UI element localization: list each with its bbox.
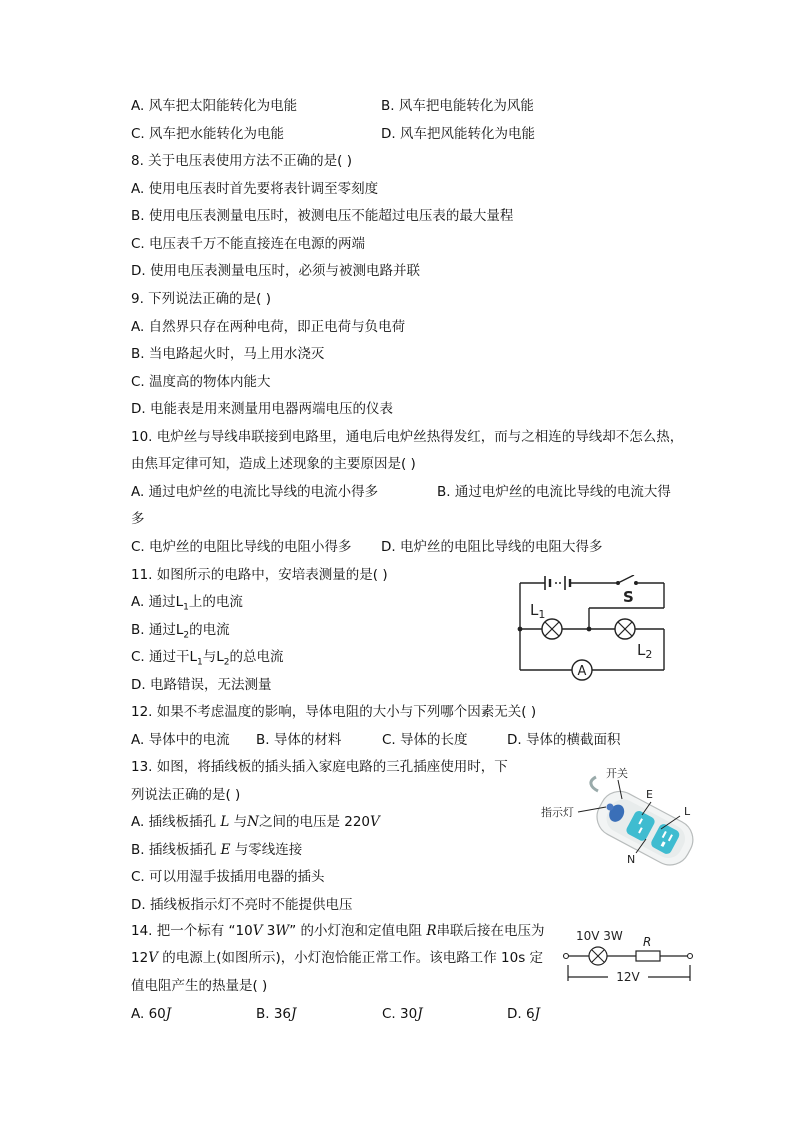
resistor bbox=[636, 951, 660, 961]
label-voltage: 12V bbox=[616, 970, 640, 984]
q12-option-b: B. 导体的材料 bbox=[256, 732, 342, 748]
lamp-l1 bbox=[542, 619, 562, 639]
label-l1: $L_1$ bbox=[530, 601, 546, 621]
q9-option-a: A. 自然界只存在两种电荷，即正电荷与负电荷 bbox=[131, 319, 406, 335]
label-n: N bbox=[627, 853, 636, 866]
q11-stem: 11. 如图所示的电路中，安培表测量的是( ) bbox=[131, 567, 388, 583]
ammeter bbox=[572, 660, 592, 680]
q13-option-b: B. 插线板插孔 E 与零线连接 bbox=[131, 842, 303, 858]
q10-option-a: A. 通过电炉丝的电流比导线的电流小得多 bbox=[131, 484, 379, 500]
q8-option-c: C. 电压表千万不能直接连在电源的两端 bbox=[131, 236, 366, 252]
q7-option-a: A. 风车把太阳能转化为电能 bbox=[131, 98, 298, 114]
q7-option-b: B. 风车把电能转化为风能 bbox=[381, 98, 534, 114]
q8-option-d: D. 使用电压表测量电压时，必须与被测电路并联 bbox=[131, 263, 420, 279]
q10-option-c: C. 电炉丝的电阻比导线的电阻小得多 bbox=[131, 539, 352, 555]
q9-option-d: D. 电能表是用来测量用电器两端电压的仪表 bbox=[131, 401, 393, 417]
label-s: S bbox=[623, 588, 634, 606]
indicator-light-icon bbox=[607, 804, 614, 811]
q13-option-c: C. 可以用湿手拔插用电器的插头 bbox=[131, 869, 325, 885]
q11-option-c: C. 通过干$L_1$与$L_2$的总电流 bbox=[131, 649, 284, 668]
q12-stem: 12. 如果不考虑温度的影响，导体电阻的大小与下列哪个因素无关( ) bbox=[131, 704, 537, 720]
q13-stem-line2: 列说法正确的是( ) bbox=[131, 787, 241, 803]
q7-option-d: D. 风车把风能转化为电能 bbox=[381, 126, 535, 142]
q10-stem-line2: 由焦耳定律可知，造成上述现象的主要原因是( ) bbox=[131, 456, 416, 472]
q10-option-d: D. 电炉丝的电阻比导线的电阻大得多 bbox=[381, 539, 603, 555]
q13-option-d: D. 插线板指示灯不亮时不能提供电压 bbox=[131, 897, 353, 913]
junction-dot bbox=[518, 627, 523, 632]
q11-option-b: B. 通过$L_2$的电流 bbox=[131, 622, 230, 641]
q14-stem-line1: 14. 把一个标有 “10V 3W” 的小灯泡和定值电阻 R串联后接在电压为 bbox=[131, 923, 545, 939]
q10-stem-line1: 10. 电炉丝与导线串联接到电路里，通电后电炉丝热得发红，而与之相连的导线却不怎么热， bbox=[131, 429, 684, 445]
label-lamp-rating: 10V 3W bbox=[576, 929, 623, 943]
q9-option-c: C. 温度高的物体内能大 bbox=[131, 374, 271, 390]
q11-option-a: A. 通过$L_1$上的电流 bbox=[131, 594, 243, 613]
junction-dot bbox=[587, 627, 592, 632]
q12-option-d: D. 导体的横截面积 bbox=[507, 732, 621, 748]
q10-option-b-wrap: 多 bbox=[131, 511, 145, 527]
q14-option-a: A. 60J bbox=[131, 1006, 172, 1022]
q14-option-c: C. 30J bbox=[382, 1006, 423, 1022]
q14-stem-line2: 12V 的电源上(如图所示)，小灯泡恰能正常工作。该电路工作 10s 定 bbox=[131, 950, 544, 966]
q9-stem: 9. 下列说法正确的是( ) bbox=[131, 291, 271, 307]
q10-option-b: B. 通过电炉丝的电流比导线的电流大得 bbox=[437, 484, 671, 500]
q14-stem-line3: 值电阻产生的热量是( ) bbox=[131, 978, 268, 994]
label-e: E bbox=[646, 788, 653, 801]
q8-option-a: A. 使用电压表时首先要将表针调至零刻度 bbox=[131, 181, 379, 197]
q7-option-c: C. 风车把水能转化为电能 bbox=[131, 126, 285, 142]
q13-power-strip-figure bbox=[538, 763, 698, 873]
q12-option-a: A. 导体中的电流 bbox=[131, 732, 230, 748]
q14-option-d: D. 6J bbox=[507, 1006, 540, 1022]
q14-circuit-diagram bbox=[560, 925, 700, 993]
label-l: L bbox=[684, 805, 691, 818]
svg-text:A: A bbox=[577, 664, 587, 679]
q11-circuit-diagram bbox=[512, 575, 672, 685]
label-resistor: R bbox=[643, 935, 652, 949]
label-indicator: 指示灯 bbox=[541, 806, 574, 819]
q13-option-a: A. 插线板插孔 L 与N之间的电压是 220V bbox=[131, 814, 380, 830]
q8-stem: 8. 关于电压表使用方法不正确的是( ) bbox=[131, 153, 352, 169]
q8-option-b: B. 使用电压表测量电压时，被测电压不能超过电压表的最大量程 bbox=[131, 208, 514, 224]
q13-stem-line1: 13. 如图，将插线板的插头插入家庭电路的三孔插座使用时，下 bbox=[131, 759, 508, 775]
q12-option-c: C. 导体的长度 bbox=[382, 732, 468, 748]
label-l2: $L_2$ bbox=[637, 641, 653, 661]
q14-option-b: B. 36J bbox=[256, 1006, 297, 1022]
q11-option-d: D. 电路错误，无法测量 bbox=[131, 677, 272, 693]
q9-option-b: B. 当电路起火时，马上用水浇灭 bbox=[131, 346, 325, 362]
lamp-l2 bbox=[615, 619, 635, 639]
lamp bbox=[589, 947, 607, 965]
label-switch: 开关 bbox=[606, 767, 628, 780]
